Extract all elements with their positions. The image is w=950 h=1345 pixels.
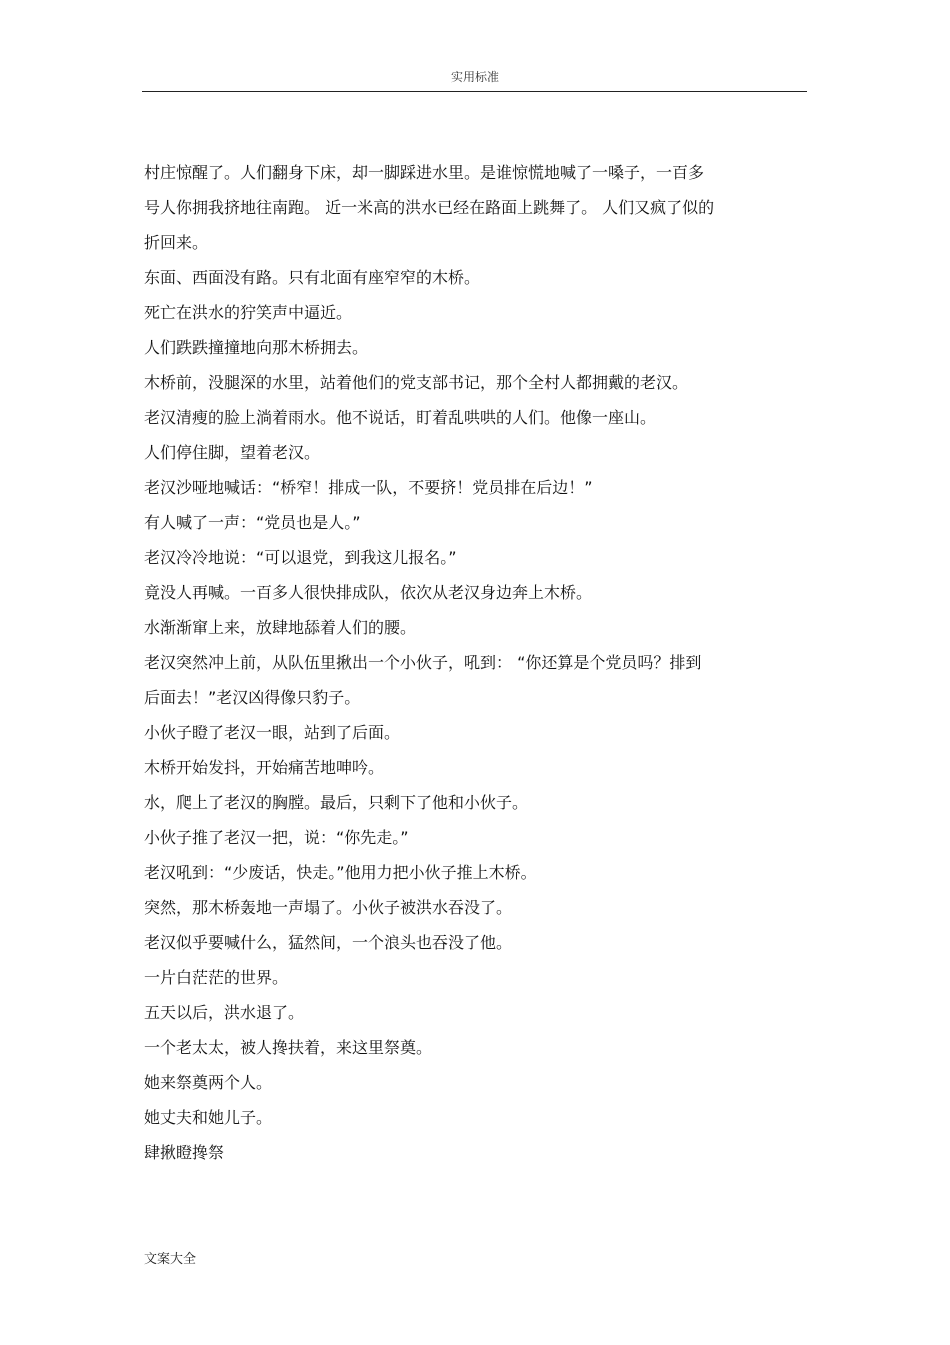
paragraph: 老汉冷冷地说：“可以退党，到我这儿报名。” [144, 548, 457, 567]
paragraph: 一个老太太，被人搀扶着，来这里祭奠。 [144, 1038, 433, 1057]
page-footer: 文案大全 [144, 1252, 197, 1267]
paragraph: 东面、西面没有路。只有北面有座窄窄的木桥。 [144, 268, 481, 287]
paragraph: 一片白茫茫的世界。 [144, 968, 289, 987]
paragraph: 小伙子瞪了老汉一眼，站到了后面。 [144, 723, 401, 742]
paragraph: 五天以后，洪水退了。 [144, 1003, 305, 1022]
paragraph: 后面去！”老汉凶得像只豹子。 [144, 688, 361, 707]
paragraph: 肆揪瞪搀祭 [144, 1143, 225, 1162]
paragraph: 老汉清瘦的脸上淌着雨水。他不说话，盯着乱哄哄的人们。他像一座山。 [144, 408, 657, 427]
document-body [144, 158, 804, 1173]
paragraph: 老汉似乎要喊什么，猛然间，一个浪头也吞没了他。 [144, 933, 513, 952]
paragraph: 她来祭奠两个人。 [144, 1073, 273, 1092]
paragraph: 竟没人再喊。一百多人很快排成队，依次从老汉身边奔上木桥。 [144, 583, 593, 602]
paragraph: 老汉突然冲上前，从队伍里揪出一个小伙子，吼到： “你还算是个党员吗？排到 [144, 653, 702, 672]
paragraph: 死亡在洪水的狞笑声中逼近。 [144, 303, 353, 322]
paragraph: 折回来。 [144, 233, 209, 252]
paragraph: 木桥开始发抖，开始痛苦地呻吟。 [144, 758, 385, 777]
page-header: 实用标准 [450, 70, 499, 84]
paragraph: 村庄惊醒了。人们翻身下床，却一脚踩进水里。是谁惊慌地喊了一嗓子，一百多 [144, 163, 705, 182]
paragraph: 突然，那木桥轰地一声塌了。小伙子被洪水吞没了。 [144, 898, 513, 917]
paragraph: 她丈夫和她儿子。 [144, 1108, 273, 1127]
paragraph: 木桥前，没腿深的水里，站着他们的党支部书记，那个全村人都拥戴的老汉。 [144, 373, 689, 392]
paragraph: 号人你拥我挤地往南跑。 近一米高的洪水已经在路面上跳舞了。 人们又疯了似的 [144, 198, 715, 217]
paragraph: 小伙子推了老汉一把，说：“你先走。” [144, 828, 409, 847]
paragraph: 人们停住脚，望着老汉。 [144, 443, 321, 462]
paragraph: 水渐渐窜上来，放肆地舔着人们的腰。 [144, 618, 417, 637]
header-divider [142, 91, 807, 92]
paragraph: 老汉沙哑地喊话：“桥窄！排成一队，不要挤！党员排在后边！” [144, 478, 593, 497]
paragraph: 水，爬上了老汉的胸膛。最后，只剩下了他和小伙子。 [144, 793, 529, 812]
paragraph: 老汉吼到：“少废话，快走。”他用力把小伙子推上木桥。 [144, 863, 537, 882]
paragraph: 人们跌跌撞撞地向那木桥拥去。 [144, 338, 369, 357]
paragraph: 有人喊了一声：“党员也是人。” [144, 513, 361, 532]
